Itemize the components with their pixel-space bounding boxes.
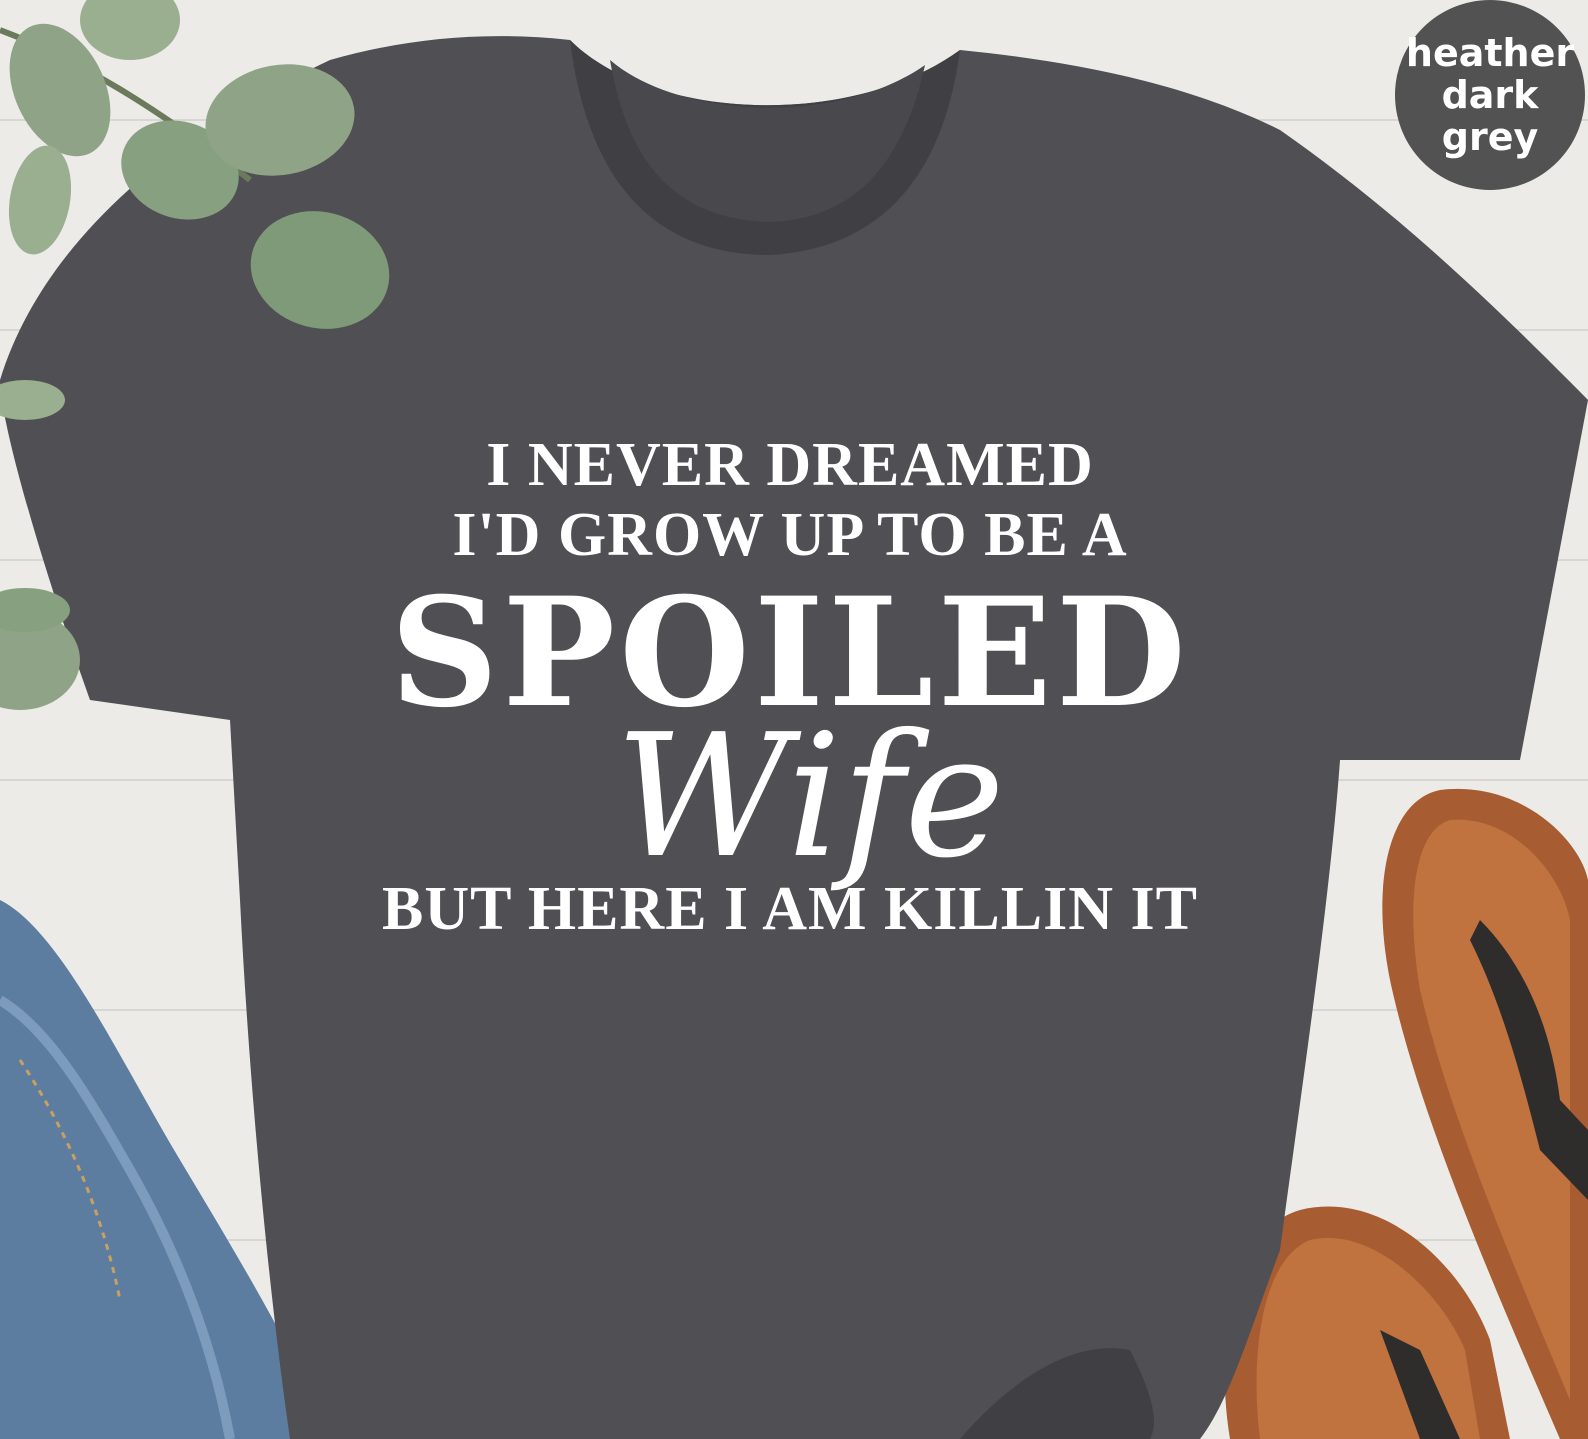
print-line-5: BUT HERE I AM KILLIN IT [381, 875, 1198, 943]
badge-line-1: heather [1405, 31, 1575, 75]
print-line-2: I'D GROW UP TO BE A [452, 501, 1128, 569]
badge-line-2: dark [1441, 73, 1539, 117]
shirt-print-text [330, 430, 1250, 944]
print-line-spoiled: SPOILED [390, 565, 1190, 741]
print-line-wife: Wife [615, 698, 1005, 896]
print-line-1: I NEVER DREAMED [486, 431, 1094, 499]
color-badge [1395, 0, 1585, 190]
badge-line-3: grey [1441, 115, 1539, 159]
